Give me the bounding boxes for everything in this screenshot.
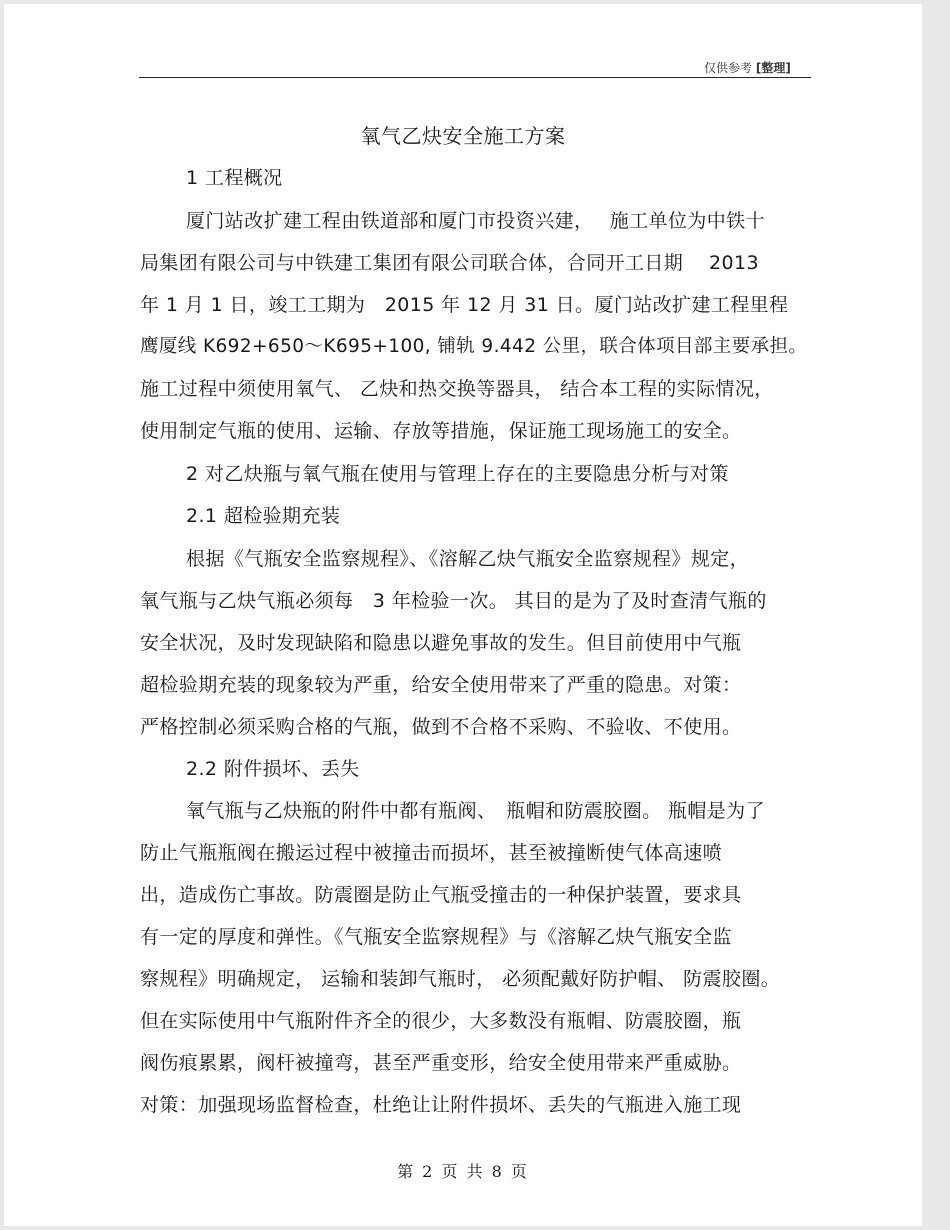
header-text: 仅供参考 bbox=[704, 61, 753, 75]
paragraph-line: 但在实际使用中气瓶附件齐全的很少，大多数没有瓶帽、防震胶圈，瓶 bbox=[140, 1010, 742, 1032]
paragraph-line: 超检验期充装的现象较为严重，给安全使用带来了严重的隐患。对策： bbox=[140, 674, 742, 696]
paragraph-line: 对策：加强现场监督检查，杜绝让让附件损坏、丢失的气瓶进入施工现 bbox=[140, 1094, 742, 1116]
section-heading: 2 对乙炔瓶与氧气瓶在使用与管理上存在的主要隐患分析与对策 bbox=[186, 463, 729, 485]
paragraph-line: 严格控制必须采购合格的气瓶，做到不合格不采购、不验收、不使用。 bbox=[140, 716, 742, 738]
document-title: 氧气乙炔安全施工方案 bbox=[360, 124, 566, 148]
paragraph-line: 施工过程中须使用氧气、 乙炔和热交换等器具， 结合本工程的实际情况， bbox=[140, 378, 774, 400]
page-header bbox=[704, 59, 791, 76]
paragraph-line: 根据《气瓶安全监察规程》、《溶解乙炔气瓶安全监察规程》规定， bbox=[186, 548, 750, 570]
paragraph-line: 出，造成伤亡事故。防震圈是防止气瓶受撞击的一种保护装置，要求具 bbox=[140, 884, 742, 906]
paragraph-line: 局集团有限公司与中铁建工集团有限公司联合体，合同开工日期 2013 bbox=[140, 252, 759, 274]
subsection-heading: 2.2 附件损坏、丢失 bbox=[186, 758, 360, 780]
subsection-heading: 2.1 超检验期充装 bbox=[186, 505, 341, 527]
paragraph-line: 有一定的厚度和弹性。《气瓶安全监察规程》与《溶解乙炔气瓶安全监 bbox=[140, 926, 732, 948]
paragraph-line: 鹰厦线 K692+650～K695+100, 铺轨 9.442 公里，联合体项目部主要承担。 bbox=[140, 336, 808, 357]
paragraph-line: 厦门站改扩建工程由铁道部和厦门市投资兴建， 施工单位为中铁十 bbox=[186, 210, 765, 232]
section-heading: 1 工程概况 bbox=[186, 167, 283, 189]
header-tag: [整理] bbox=[755, 61, 791, 75]
document-page bbox=[4, 4, 922, 1226]
paragraph-line: 阀伤痕累累，阀杆被撞弯，甚至严重变形，给安全使用带来严重威胁。 bbox=[140, 1052, 742, 1074]
paragraph-line: 安全状况，及时发现缺陷和隐患以避免事故的发生。但目前使用中气瓶 bbox=[140, 632, 742, 654]
header-rule bbox=[139, 77, 811, 78]
paragraph-line: 氧气瓶与乙炔气瓶必须每 3 年检验一次。 其目的是为了及时查清气瓶的 bbox=[140, 590, 767, 612]
paragraph-line: 使用制定气瓶的使用、运输、存放等措施，保证施工现场施工的安全。 bbox=[140, 420, 742, 442]
paragraph-line: 年 1 月 1 日，竣工工期为 2015 年 12 月 31 日。厦门站改扩建工程里程 bbox=[140, 294, 789, 316]
paragraph-line: 氧气瓶与乙炔瓶的附件中都有瓶阀、 瓶帽和防震胶圈。 瓶帽是为了 bbox=[186, 800, 765, 822]
page-footer: 第 2 页 共 8 页 bbox=[397, 1162, 529, 1181]
paragraph-line: 防止气瓶瓶阀在搬运过程中被撞击而损坏，甚至被撞断使气体高速喷 bbox=[140, 842, 723, 864]
paragraph-line: 察规程》明确规定， 运输和装卸气瓶时， 必须配戴好防护帽、 防震胶圈。 bbox=[140, 968, 781, 990]
